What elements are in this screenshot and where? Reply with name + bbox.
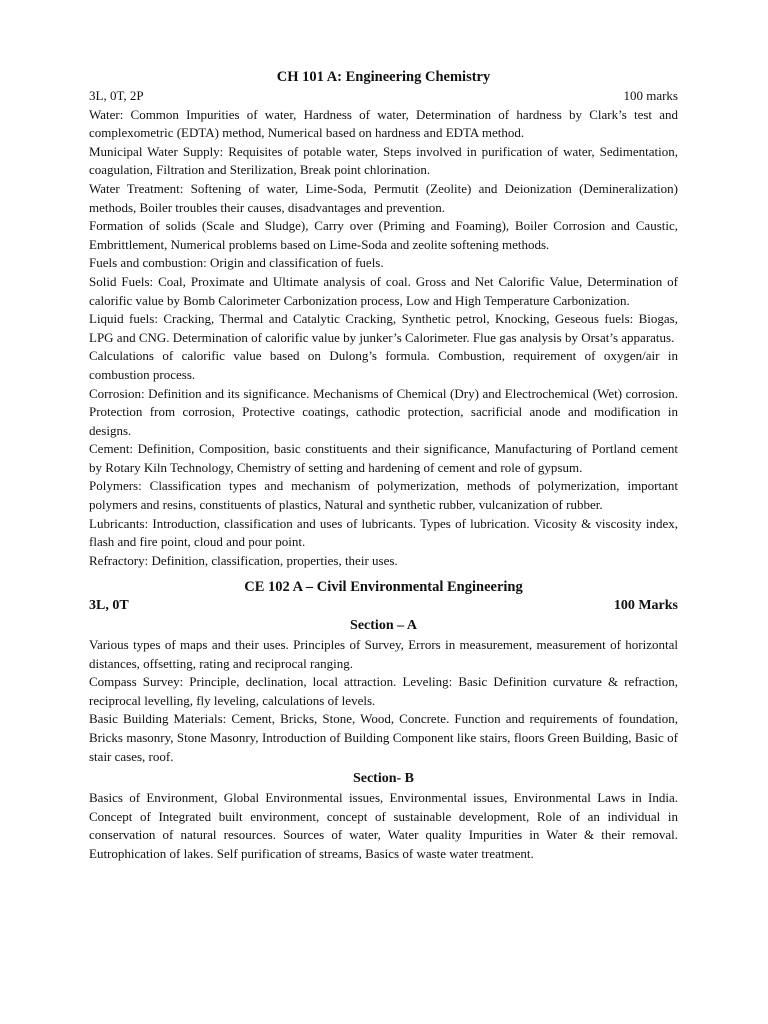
paragraph-polymers: Polymers: Classification types and mechanism of polymerization, methods of polymerization, important polymers and resins, constituents of plastics, Natural and synthetic rubber, vulcanization of rubber. [89, 478, 678, 513]
paragraph-corrosion: Corrosion: Definition and its significance. Mechanisms of Chemical (Dry) and Electrochemical (Wet) corrosion. Protection from corrosion, Protective coatings, cathodic protection, sacrificial anode and modification in designs. [89, 385, 678, 438]
paragraph-municipal-water-supply: Municipal Water Supply: Requisites of potable water, Steps involved in purification of water, Sedimentation, coagulation, Filtration and Sterilization, Break point chlorination. [89, 143, 678, 178]
paragraph-liquid-fuels: Liquid fuels: Cracking, Thermal and Catalytic Cracking, Synthetic petrol, Knocking, Geseous fuels: Biogas, LPG and CNG. Determination of calorific value by junker’s Calorimeter. Flue gas analysis by Orsat’s apparatus. [89, 311, 678, 345]
course-marks: 100 Marks [613, 598, 678, 614]
paragraph-formation-of-solids: Formation of solids (Scale and Sludge), Carry over (Priming and Foaming), Boiler Corrosion and Caustic, Embrittlement, Numerical problems based on Lime-Soda and zeolite softening methods. [89, 218, 678, 252]
paragraph-building-materials: Basic Building Materials: Cement, Bricks, Stone, Wood, Concrete. Function and requirements of foundation, Bricks masonry, Stone Masonry, Introduction of Building Component like stairs, floors Green Building, Basic of stair cases, roof. [89, 711, 678, 764]
course-title-ch101a: CH 101 A: Engineering Chemistry [276, 69, 491, 85]
paragraph-calorific-calculations: Calculations of calorific value based on Dulong’s formula. Combustion, requirement of oxygen/air in combustion process. [89, 348, 678, 382]
course-marks: 100 marks [623, 88, 678, 103]
paragraph-water: Water: Common Impurities of water, Hardness of water, Determination of hardness by Clark’s test and complexometric (EDTA) method, Numerical based on hardness and EDTA method. [89, 106, 678, 141]
paragraph-fuels-combustion: Fuels and combustion: Origin and classification of fuels. [89, 255, 384, 271]
paragraph-maps-survey: Various types of maps and their uses. Principles of Survey, Errors in measurement, measurement of horizontal distances, offsetting, rating and reciprocal ranging. [89, 637, 678, 671]
course-meta-ce102a [89, 597, 678, 616]
section-spacer [89, 570, 678, 578]
paragraph-refractory: Refractory: Definition, classification, properties, their uses. [89, 552, 398, 568]
paragraph-compass-survey: Compass Survey: Principle, declination, local attraction. Leveling: Basic Definition curvature & refraction, reciprocal levelling, fly leveling, calculations of levels. [89, 674, 678, 708]
document-content [89, 68, 678, 864]
course-title-ce102a: CE 102 A – Civil Environmental Engineering [244, 579, 523, 596]
section-b-heading: Section- B [352, 771, 415, 787]
paragraph-water-treatment: Water Treatment: Softening of water, Lime-Soda, Permutit (Zeolite) and Deionization (Demineralization) methods, Boiler troubles their causes, disadvantages and prevention. [89, 180, 678, 215]
paragraph-lubricants: Lubricants: Introduction, classification and uses of lubricants. Types of lubrication. Vicosity & viscosity index, flash and fire point, cloud and pour point. [89, 515, 678, 550]
course-load: 3L, 0T [89, 598, 129, 614]
paragraph-cement: Cement: Definition, Composition, basic constituents and their significance, Manufacturing of Portland cement by Rotary Kiln Technology, Chemistry of setting and hardening of cement and role of gypsum. [89, 441, 678, 475]
paragraph-solid-fuels: Solid Fuels: Coal, Proximate and Ultimate analysis of coal. Gross and Net Calorific Value, Determination of calorific value by Bomb Calorimeter Carbonization process, Low and High Temperature Carbonization. [89, 273, 678, 308]
course-meta-ch101a [89, 87, 678, 106]
course-load: 3L, 0T, 2P [89, 88, 144, 103]
paragraph-environment: Basics of Environment, Global Environmental issues, Environmental issues, Environmental Laws in India. Concept of Integrated built environment, concept of sustainable development, Role of an individual in conservation of natural resources. Sources of water, Water quality Impurities in Water & their removal. Eutrophication of lakes. Self purification of streams, Basics of waste water treatment. [89, 790, 678, 861]
section-a-heading: Section – A [350, 618, 417, 634]
